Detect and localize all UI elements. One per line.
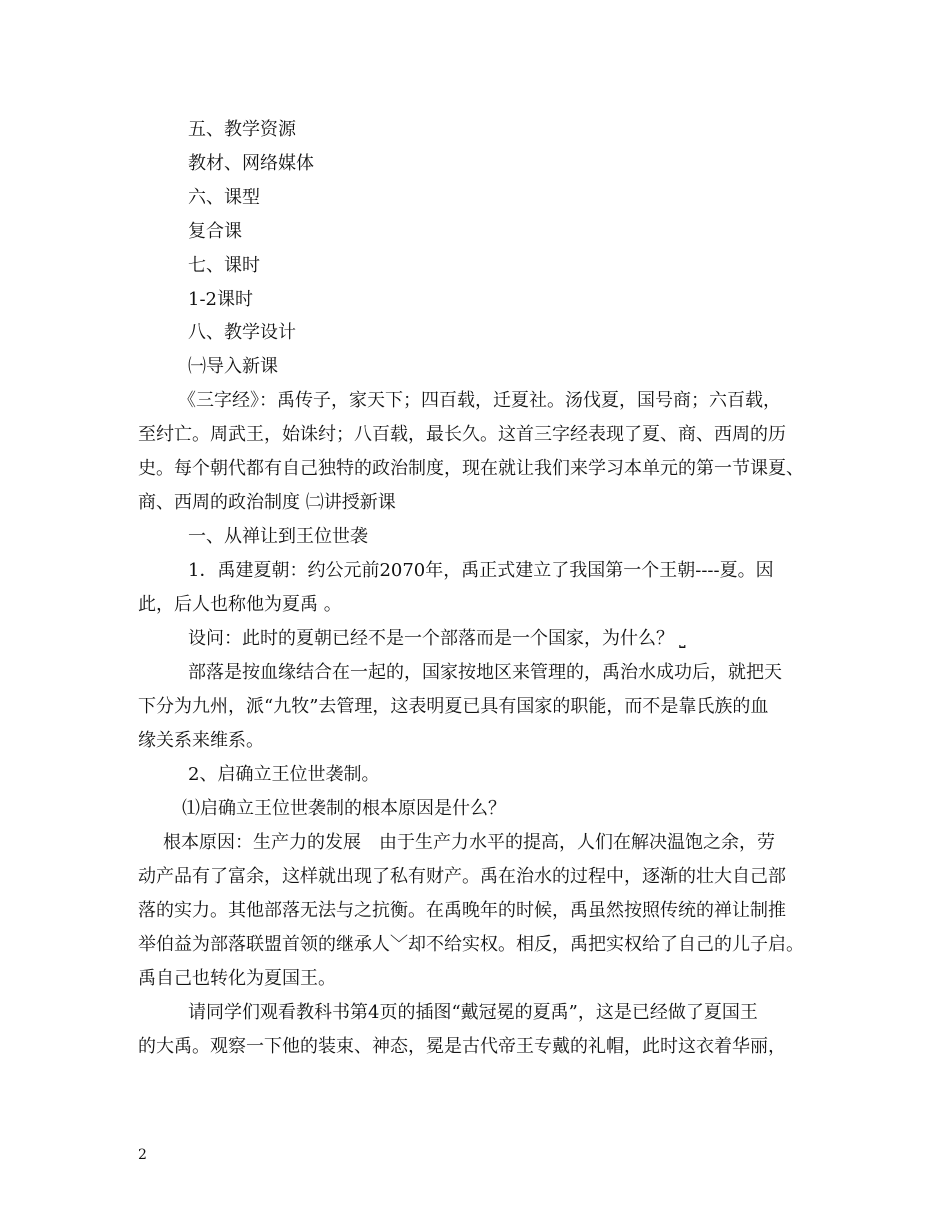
heading-lesson-type: 六、课型	[188, 187, 260, 208]
heading-teaching-design: 八、教学设计	[188, 322, 296, 343]
paragraph-line: 《三字经》：禹传子，家天下；四百载，迁夏社。汤伐夏，国号商；六百载，	[178, 390, 781, 411]
paragraph-line: 根本原因：生产力的发展 由于生产力水平的提高，人们在解决温饱之余，劳	[163, 832, 775, 853]
paragraph-line: 此，后人也称他为夏禹 。	[138, 594, 342, 615]
paragraph-line: 商、西周的政治制度 ㈡讲授新课	[138, 492, 396, 513]
subsection-heading: 2、启确立王位世袭制。	[188, 764, 380, 785]
section-heading: 一、从禅让到王位世袭	[188, 526, 368, 547]
paragraph-line: 缘关系来维系。	[138, 730, 264, 751]
question-line	[188, 627, 686, 651]
question-line: ⑴启确立王位世袭制的根本原因是什么？	[182, 798, 506, 819]
question-text: 设问：此时的夏朝已经不是一个部落而是一个国家，为什么？	[188, 628, 674, 649]
text-line: 教材、网络媒体	[188, 153, 314, 174]
paragraph-line: 请同学们观看教科书第4页的插图“戴冠冕的夏禹”，这是已经做了夏国王	[188, 1002, 758, 1023]
paragraph-line: 部落是按血缘结合在一起的，国家按地区来管理的，禹治水成功后，就把天	[188, 662, 782, 683]
paragraph-line: 至纣亡。周武王，始诛纣；八百载，最长久。这首三字经表现了夏、商、西周的历	[138, 424, 786, 445]
paragraph-line: 举伯益为部落联盟首领的继承人﹀却不给实权。相反，禹把实权给了自己的儿子启。	[138, 934, 804, 955]
editor-mark-icon: ⎵	[674, 629, 686, 648]
paragraph-line: 落的实力。其他部落无法与之抗衡。在禹晚年的时候，禹虽然按照传统的禅让制推	[138, 900, 786, 921]
heading-teaching-resources: 五、教学资源	[188, 119, 296, 140]
paragraph-line: 动产品有了富余，这样就出现了私有财产。禹在治水的过程中，逐渐的壮大自己部	[138, 866, 786, 887]
paragraph-line: 1．禹建夏朝：约公元前2070年，禹正式建立了我国第一个王朝----夏。因	[188, 560, 774, 581]
paragraph-line: 史。每个朝代都有自己独特的政治制度，现在就让我们来学习本单元的第一节课夏、	[138, 458, 804, 479]
subheading-introduction: ㈠导入新课	[188, 356, 278, 377]
page-number: 2	[138, 1147, 147, 1163]
text-line: 复合课	[188, 221, 242, 242]
paragraph-line: 禹自己也转化为夏国王。	[138, 968, 336, 989]
paragraph-line: 的大禹。观察一下他的装束、神态，冕是古代帝王专戴的礼帽，此时这衣着华丽，	[138, 1036, 786, 1057]
heading-class-hours: 七、课时	[188, 255, 260, 276]
paragraph-line: 下分为九州，派“九牧”去管理，这表明夏已具有国家的职能，而不是靠氏族的血	[138, 696, 769, 717]
text-line: 1-2课时	[188, 289, 253, 310]
